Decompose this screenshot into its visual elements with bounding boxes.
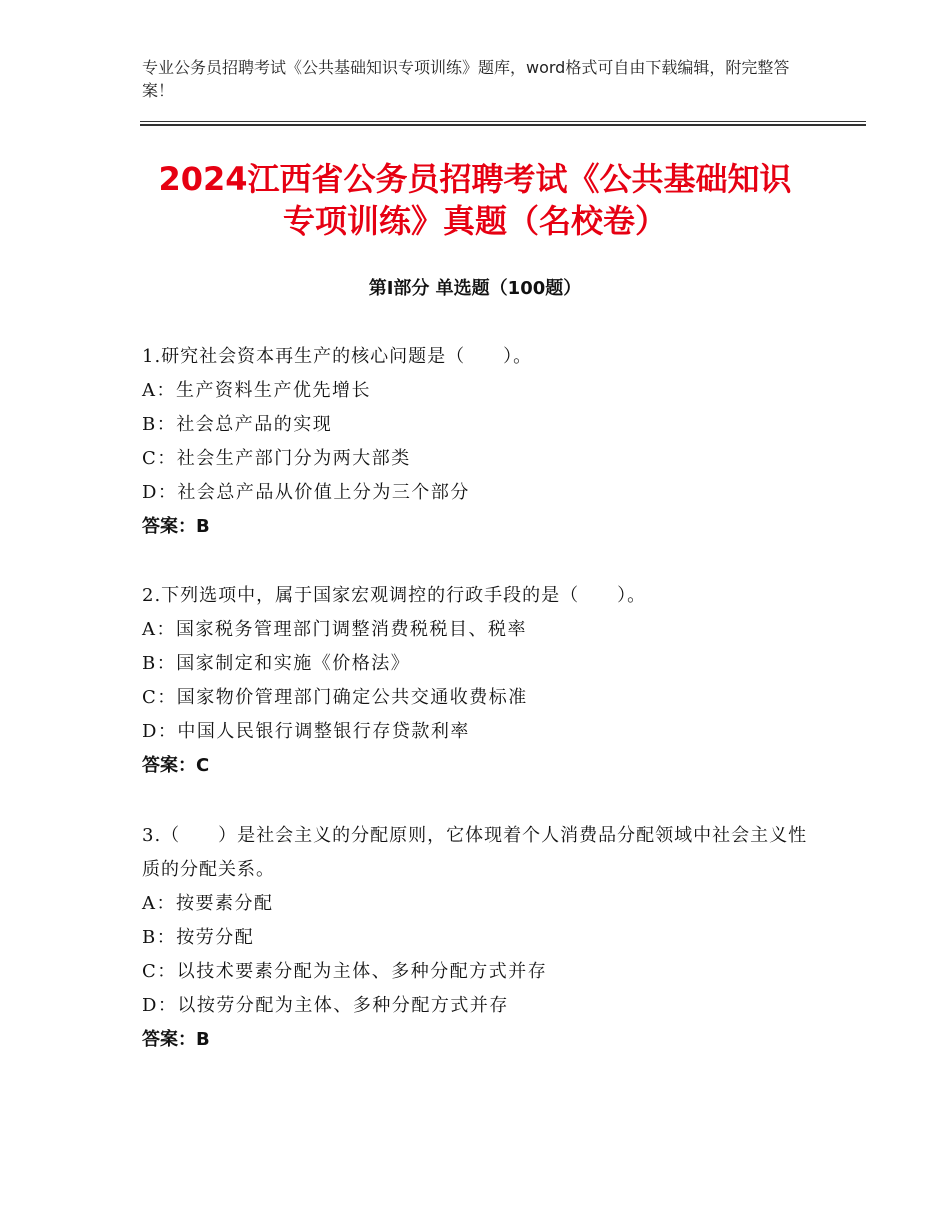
header-divider-thick-line <box>140 124 866 126</box>
answer-line: 答案：B <box>142 1029 210 1050</box>
header-note: 专业公务员招聘考试《公共基础知识专项训练》题库，word格式可自由下载编辑，附完整答案！ <box>142 58 790 100</box>
question-stem: 1.研究社会资本再生产的核心问题是（ ）。 <box>142 346 533 367</box>
question-stem: 2.下列选项中，属于国家宏观调控的行政手段的是（ ）。 <box>142 585 647 606</box>
question-block <box>142 819 822 1057</box>
option-a: A：国家税务管理部门调整消费税税目、税率 <box>142 619 527 640</box>
question-stem: 3.（ ）是社会主义的分配原则，它体现着个人消费品分配领域中社会主义性质的分配关系。 <box>142 825 808 880</box>
header-divider-thin-line <box>140 121 866 122</box>
option-a: A：生产资料生产优先增长 <box>142 380 371 401</box>
answer-line: 答案：C <box>142 755 210 776</box>
question-block <box>142 340 822 544</box>
option-a: A：按要素分配 <box>142 893 274 914</box>
section-title: 第Ⅰ部分 单选题（100题） <box>368 278 582 299</box>
option-b: B：国家制定和实施《价格法》 <box>142 653 411 674</box>
option-b: B：社会总产品的实现 <box>142 414 333 435</box>
page-title-line-2: 专项训练》真题（名校卷） <box>282 202 667 240</box>
answer-line: 答案：B <box>142 516 210 537</box>
page-title-line-1: 2024江西省公务员招聘考试《公共基础知识 <box>158 160 792 198</box>
option-d: D：中国人民银行调整银行存贷款利率 <box>142 721 470 742</box>
header-divider <box>140 121 866 126</box>
option-c: C：社会生产部门分为两大部类 <box>142 448 411 469</box>
option-b: B：按劳分配 <box>142 927 255 948</box>
page-title <box>100 158 850 242</box>
option-d: D：以按劳分配为主体、多种分配方式并存 <box>142 995 509 1016</box>
option-c: C：国家物价管理部门确定公共交通收费标准 <box>142 687 528 708</box>
question-block <box>142 579 822 783</box>
option-c: C：以技术要素分配为主体、多种分配方式并存 <box>142 961 548 982</box>
option-d: D：社会总产品从价值上分为三个部分 <box>142 482 470 503</box>
